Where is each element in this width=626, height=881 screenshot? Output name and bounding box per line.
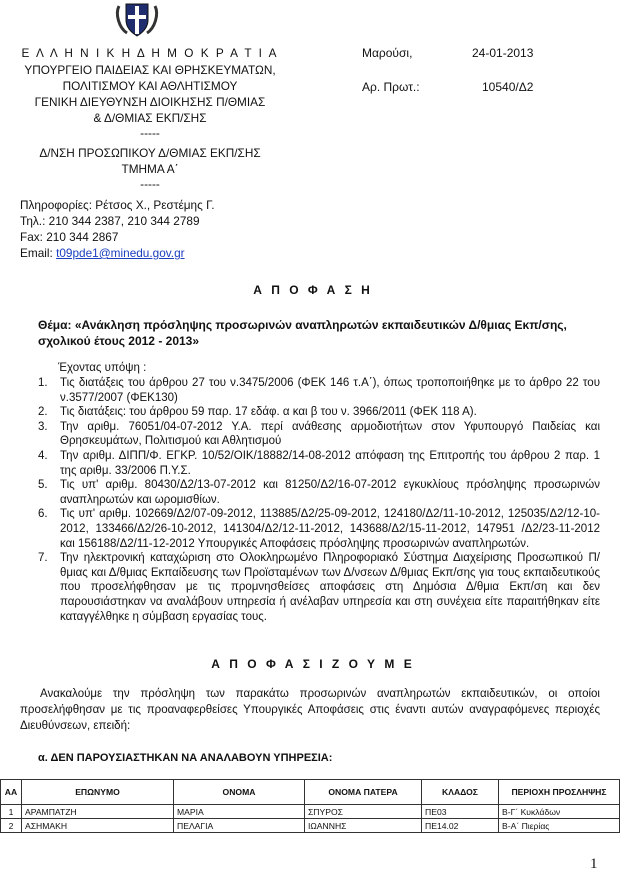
list-item	[38, 449, 600, 478]
list-item	[38, 405, 600, 420]
email-link[interactable]: t09pde1@minedu.gov.gr	[56, 246, 185, 260]
protocol-number: 10540/Δ2	[482, 80, 534, 94]
list-item-text: Τις διατάξεις: του άρθρου 59 παρ. 17 εδάφ. α και β του ν. 3966/2011 (ΦΕΚ 118 Α).	[60, 406, 477, 419]
cell-name: ΜΑΡΙΑ	[174, 805, 305, 819]
decision-title: Α Π Ο Φ Α Σ Η	[253, 283, 373, 297]
list-item-text: Τις διατάξεις του άρθρου 27 του ν.3475/2006 (ΦΕΚ 146 τ.Α΄), όπως τροποποιήθηκε με το άρθρο 22 του ν.3577/2007 (ΦΕΚ130)	[60, 377, 600, 404]
cell-name: ΠΕΛΑΓΙΑ	[174, 819, 305, 833]
considering-list	[38, 376, 600, 624]
header-separator: -----	[140, 126, 160, 140]
list-item-number: 7.	[38, 552, 48, 565]
table-row	[1, 805, 620, 819]
header-department: ΤΜΗΜΑ Α΄	[121, 162, 179, 176]
list-item-text: Την αριθμ. ΔΙΠΠ/Φ. ΕΓΚΡ. 10/52/ΟΙΚ/18882/14-08-2012 απόφαση της Επιτροπής του άρθρου 2 παρ. 1 της αριθμ. 33/2006 Π.Υ.Σ.	[60, 449, 600, 477]
cell-aa: 1	[1, 805, 22, 819]
list-item	[38, 478, 600, 507]
contact-block	[20, 197, 215, 261]
we-decide-title: Α Π Ο Φ Α Σ Ι Ζ Ο Υ Μ Ε	[211, 657, 415, 671]
col-header-branch: ΚΛΑΔΟΣ	[422, 780, 499, 805]
list-item	[38, 507, 600, 551]
header-directorate: Δ/ΝΣΗ ΠΡΟΣΩΠΙΚΟΥ Δ/ΘΜΙΑΣ ΕΚΠ/ΣΗΣ	[39, 146, 261, 160]
cell-region: Β-Γ΄ Κυκλάδων	[499, 805, 620, 819]
header-general-directorate-2: & Δ/ΘΜΙΑΣ ΕΚΠ/ΣΗΣ	[93, 111, 207, 125]
col-header-aa: ΑΑ	[1, 780, 22, 805]
list-item-number: 3.	[38, 420, 48, 433]
table-header-row	[1, 780, 620, 805]
contact-phone: Τηλ.: 210 344 2387, 210 344 2789	[20, 214, 200, 228]
teachers-table	[0, 779, 620, 833]
email-label: Email:	[20, 246, 57, 260]
subject	[38, 317, 598, 349]
header-separator-2: -----	[140, 177, 160, 191]
page-number: 1	[590, 856, 598, 872]
cell-father-name: ΙΩΑΝΝΗΣ	[305, 819, 422, 833]
header-ministry: ΥΠΟΥΡΓΕΙΟ ΠΑΙΔΕΙΑΣ ΚΑΙ ΘΡΗΣΚΕΥΜΑΤΩΝ,	[24, 63, 276, 77]
cell-branch: ΠΕ14.02	[422, 819, 499, 833]
contact-info: Πληροφορίες: Ρέτσος Χ., Ρεστέμης Γ.	[20, 198, 215, 212]
list-item	[38, 551, 600, 624]
list-item	[38, 376, 600, 405]
col-header-name: ΟΝΟΜΑ	[174, 780, 305, 805]
header-republic: Ε Λ Λ Η Ν Ι Κ Η Δ Η Μ Ο Κ Ρ Α Τ Ι Α	[21, 46, 279, 60]
list-item-number: 2.	[38, 406, 48, 419]
subject-text: «Ανάκληση πρόσληψης προσωρινών αναπληρωτών εκπαιδευτικών Δ/θμιας Εκπ/σης, σχολικού έτους 2012 - 2013»	[38, 318, 567, 348]
list-item	[38, 420, 600, 449]
protocol-label: Αρ. Πρωτ.:	[362, 80, 420, 94]
col-header-region: ΠΕΡΙΟΧΗ ΠΡΟΣΛΗΨΗΣ	[499, 780, 620, 805]
considering-label: Έχοντας υπόψη :	[58, 362, 147, 374]
table-row	[1, 819, 620, 833]
cell-region: Β-Α΄ Πιερίας	[499, 819, 620, 833]
cell-father-name: ΣΠΥΡΟΣ	[305, 805, 422, 819]
place-label: Μαρούσι,	[362, 46, 413, 60]
document-date: 24-01-2013	[472, 46, 534, 60]
col-header-surname: ΕΠΩΝΥΜΟ	[22, 780, 174, 805]
list-item-text: Τις υπ' αριθμ. 102669/Δ2/07-09-2012, 113885/Δ2/25-09-2012, 124180/Δ2/11-10-2012, 125035/Δ2/12-10-2012, 133466/Δ2/26-10-2012, 141304/Δ2/12-11-2012, 143688/Δ2/15-11-2012, 147951 /Δ2/23-11-2012 και 156188/Δ2/11-12-2012 Υπουργικές Αποφάσεις πρόσληψης προσωρινών αναπληρωτών.	[60, 508, 600, 550]
list-item-text: Τις υπ' αριθμ. 80430/Δ2/13-07-2012 και 81250/Δ2/16-07-2012 εγκυκλίους πρόσληψης προσωρινών αναπληρωτών και ωρομισθίων.	[60, 479, 600, 506]
list-item-text: Την ηλεκτρονική καταχώριση στο Ολοκληρωμένο Πληροφοριακό Σύστημα Διαχείρισης Προσωπικού Π/θμιας και Δ/θμιας Εκπαίδευσης των Προϊσταμένων των Δ/νσεων Δ/θμιας Εκπ/σης για τους εκπαιδευτικούς που προσελήφθησαν με τις προμνησθείσες αποφάσεις στη Δημόσια Δ/θμια Εκπ/ση και δεν παρουσιάστηκαν να αναλάβουν υπηρεσία ή ανέλαβαν υπηρεσία και στη συνέχεια είτε παραιτήθηκαν είτε καταγγέλθηκε η σύμβαση εργασίας τους.	[60, 552, 600, 623]
cell-surname: ΑΣΗΜΑΚΗ	[22, 819, 174, 833]
cell-branch: ΠΕ03	[422, 805, 499, 819]
list-item-number: 5.	[38, 479, 48, 492]
contact-fax: Fax: 210 344 2867	[20, 230, 119, 244]
contact-email-row	[20, 245, 215, 261]
subject-label: Θέμα:	[38, 318, 72, 332]
col-header-father-name: ΟΝΟΜΑ ΠΑΤΕΡΑ	[305, 780, 422, 805]
revoke-paragraph: Ανακαλούμε την πρόσληψη των παρακάτω προσωρινών αναπληρωτών εκπαιδευτικών, οι οποίοι προσελήφθησαν με τις προαναφερθείσες Υπουργικές Αποφάσεις στις έναντι αυτών αναγραφόμενες περιοχές Διευθύνσεων, επειδή:	[20, 688, 600, 732]
header-ministry-2: ΠΟΛΙΤΙΣΜΟΥ ΚΑΙ ΑΘΛΗΤΙΣΜΟΥ	[62, 79, 238, 93]
list-item-number: 1.	[38, 377, 48, 389]
greek-emblem-icon	[113, 0, 161, 38]
cell-aa: 2	[1, 819, 22, 833]
list-item-text: Την αριθμ. 76051/04-07-2012 Υ.Α. περί ανάθεσης αρμοδιοτήτων στον Υφυπουργό Παιδείας και Θρησκευμάτων, Πολιτισμού και Αθλητισμού	[60, 420, 600, 448]
header-general-directorate: ΓΕΝΙΚΗ ΔΙΕΥΘΥΝΣΗ ΔΙΟΙΚΗΣΗΣ Π/ΘΜΙΑΣ	[34, 95, 266, 109]
list-item-number: 6.	[38, 508, 48, 521]
cell-surname: ΑΡΑΜΠΑΤΖΗ	[22, 805, 174, 819]
section-a-heading: α. ΔΕΝ ΠΑΡΟΥΣΙΑΣΤΗΚΑΝ ΝΑ ΑΝΑΛΑΒΟΥΝ ΥΠΗΡΕΣΙΑ:	[38, 752, 333, 764]
list-item-number: 4.	[38, 449, 48, 462]
